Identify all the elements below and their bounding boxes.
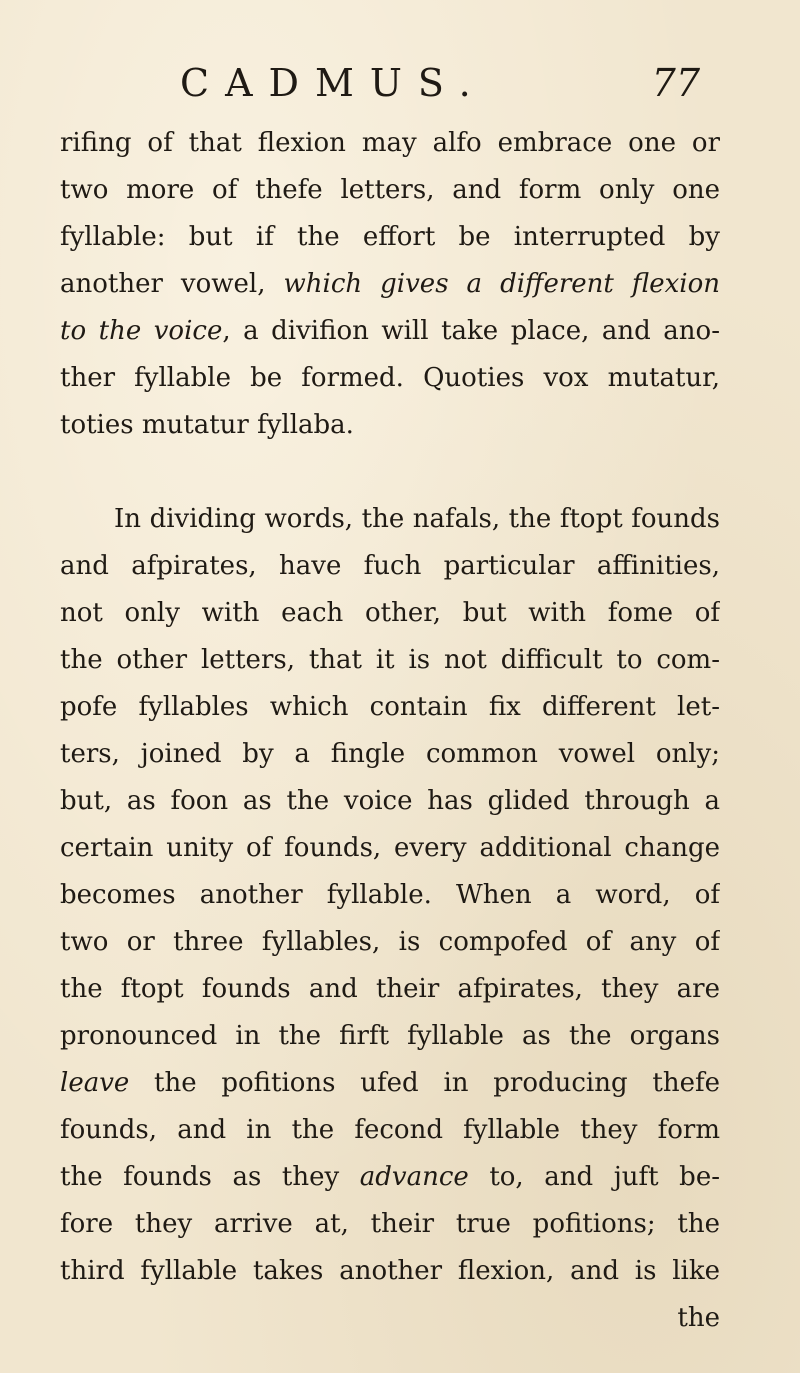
text-run: another vowel,: [60, 269, 284, 299]
page-number: 77: [651, 61, 700, 105]
text-line: toties mutatur fyllaba.: [60, 410, 354, 440]
text-line: not only with each other, but with fome of: [60, 598, 720, 628]
body-text: [60, 120, 720, 1342]
text-line: ther fyllable be formed. Quoties vox mutatur,: [60, 363, 720, 393]
text-line: certain unity of founds, every additional change: [60, 833, 720, 863]
italic-run: which gives a different flexion: [283, 269, 720, 299]
text-run: the founds as they: [60, 1162, 360, 1192]
text-run: the pofitions ufed in producing thefe: [129, 1068, 720, 1098]
running-title: CADMUS.: [180, 61, 487, 105]
page-header: [180, 58, 700, 108]
text-line: two or three fyllables, is compofed of any of: [60, 927, 720, 957]
text-line: and afpirates, have fuch particular affinities,: [60, 551, 720, 581]
text-line: [60, 1060, 720, 1107]
text-line: two more of thefe letters, and form only one: [60, 175, 720, 205]
text-run: to, and juft be-: [468, 1162, 720, 1192]
text-line: In dividing words, the nafals, the ftopt founds: [114, 504, 720, 534]
text-line: [60, 261, 720, 308]
text-line: fore they arrive at, their true pofitions; the: [60, 1209, 720, 1239]
catchword: the: [677, 1303, 720, 1333]
text-line: the other letters, that it is not difficult to com-: [60, 645, 720, 675]
text-line: [60, 308, 720, 355]
text-line: the ftopt founds and their afpirates, they are: [60, 974, 720, 1004]
text-line: but, as foon as the voice has glided through a: [60, 786, 720, 816]
italic-run: advance: [359, 1162, 469, 1192]
text-line: fyllable: but if the effort be interrupted by: [60, 222, 720, 252]
text-line: pofe fyllables which contain fix different let-: [60, 692, 720, 722]
text-line: [60, 1154, 720, 1201]
text-line: rifing of that flexion may alfo embrace one or: [60, 128, 720, 158]
text-line: third fyllable takes another flexion, and is like: [60, 1256, 720, 1286]
text-line: pronounced in the firft fyllable as the organs: [60, 1021, 720, 1051]
text-line: ters, joined by a fingle common vowel only;: [60, 739, 720, 769]
italic-run: to the voice: [60, 316, 223, 346]
italic-run: leave: [60, 1068, 130, 1098]
text-run: , a divifion will take place, and ano-: [222, 316, 720, 346]
text-line: becomes another fyllable. When a word, of: [60, 880, 720, 910]
text-line: founds, and in the fecond fyllable they form: [60, 1115, 720, 1145]
